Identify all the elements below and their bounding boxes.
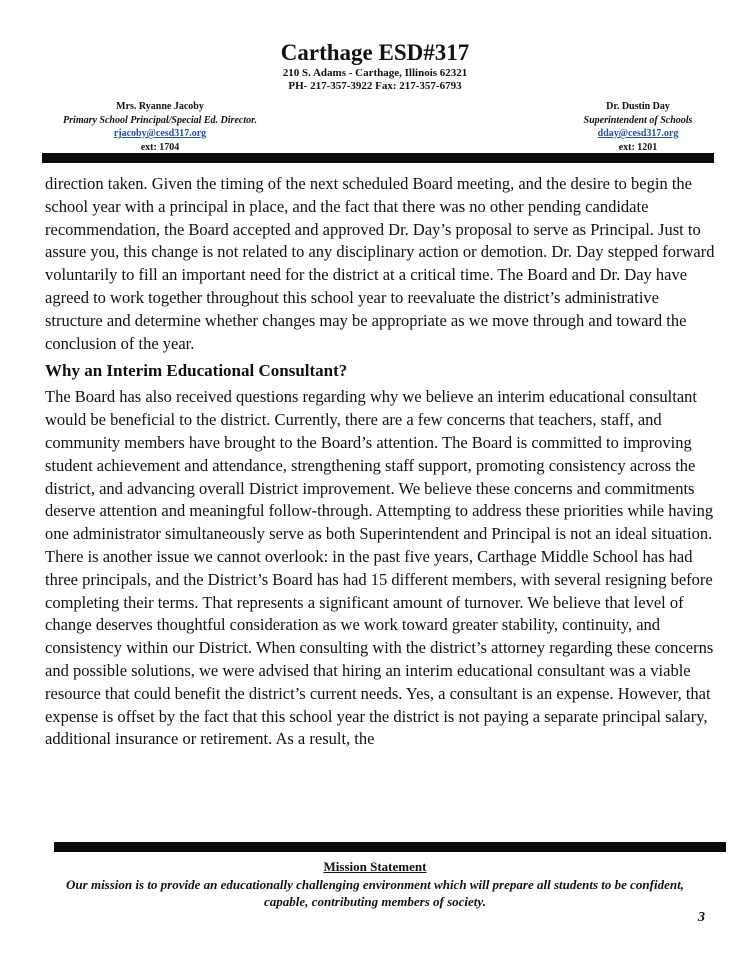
staff-block-left <box>30 100 290 154</box>
staff-block-right <box>508 100 750 154</box>
staff-role: Primary School Principal/Special Ed. Director. <box>63 114 257 126</box>
footer-divider <box>54 842 726 852</box>
body-paragraph: direction taken. Given the timing of the next scheduled Board meeting, and the desire to begin the school year with a principal in place, and the fact that there was no other pending candidate recommendation, the Board accepted and approved Dr. Day’s proposal to serve as Principal. Just to assure you, this change is not related to any disciplinary action or demotion. Dr. Day stepped forward voluntarily to fill an important need for the district at a critical time. The Board and Dr. Day have agreed to work together throughout this school year to reevaluate the district’s administrative structure and determine whether changes may be appropriate as we move through and toward the conclusion of the year. <box>45 174 715 353</box>
district-phone-fax: PH- 217-357-3922 Fax: 217-357-6793 <box>288 80 462 92</box>
staff-email-link[interactable]: dday@cesd317.org <box>597 128 679 139</box>
header-divider <box>42 153 714 163</box>
staff-name: Mrs. Ryanne Jacoby <box>116 101 204 112</box>
staff-extension: ext: 1704 <box>140 141 180 153</box>
staff-email-link[interactable]: rjacoby@cesd317.org <box>113 128 207 139</box>
staff-extension: ext: 1201 <box>618 141 658 153</box>
mission-statement-text: Our mission is to provide an educationally challenging environment which will prepare all students to be confident, capable, contributing members of society. <box>66 877 684 909</box>
district-title: Carthage ESD#317 <box>280 40 470 65</box>
mission-statement-title: Mission Statement <box>323 859 427 874</box>
body-paragraph: The Board has also received questions regarding why we believe an interim educational consultant would be beneficial to the district. Currently, there are a few concerns that teachers, staff, and community members have brought to the Board’s attention. The Board is committed to improving student achievement and attendance, strengthening staff support, promoting consistency across the district, and advancing overall District improvement. We believe these concerns and commitments deserve attention and meaningful follow-through. Attempting to address these priorities while having one administrator simultaneously serve as both Superintendent and Principal is not an ideal situation. There is another issue we cannot overlook: in the past five years, Carthage Middle School has had three principals, and the District’s Board has had 15 different members, with several resigning before completing their terms. That represents a significant amount of turnover. We believe that level of change deserves thoughtful consideration as we work toward greater stability, continuity, and consistency within our District. When consulting with the district’s attorney regarding these concerns and possible solutions, we were advised that hiring an interim educational consultant was a viable resource that could benefit the district’s current needs. Yes, a consultant is an expense. However, that expense is offset by the fact that this school year the district is not paying a separate principal salary, additional insurance or retirement. As a result, the <box>45 387 714 749</box>
letter-body <box>45 173 717 751</box>
page-number: 3 <box>698 910 705 925</box>
section-heading: Why an Interim Educational Consultant? <box>45 361 348 381</box>
district-address: 210 S. Adams - Carthage, Illinois 62321 <box>282 67 468 79</box>
staff-role: Superintendent of Schools <box>583 114 693 126</box>
staff-name: Dr. Dustin Day <box>606 101 670 112</box>
